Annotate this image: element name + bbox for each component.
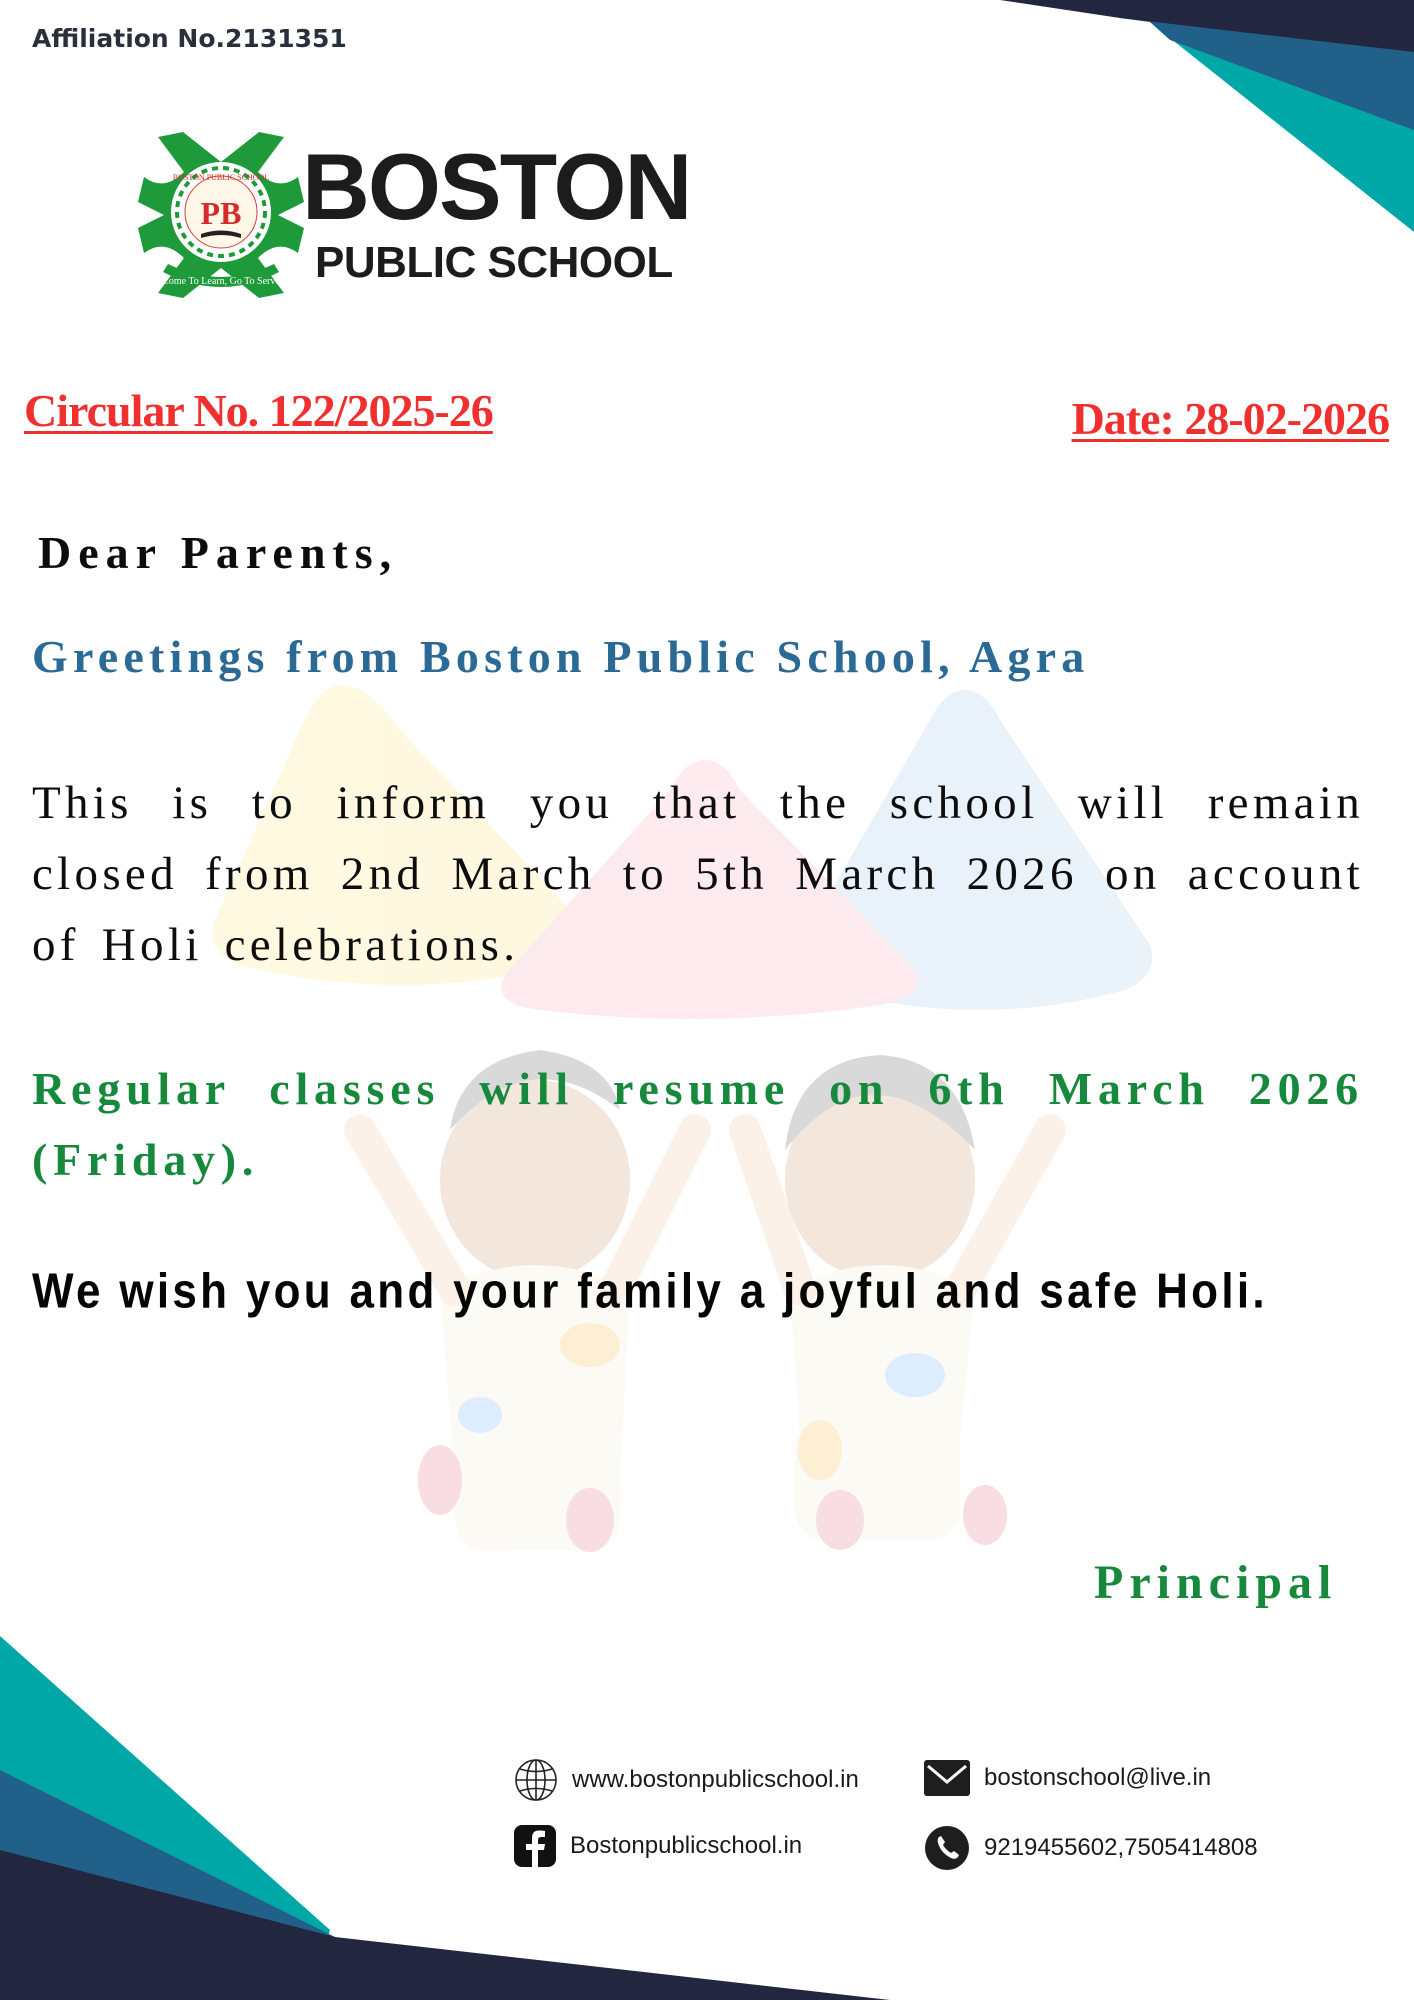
circular-number: Circular No. 122/2025-26 (24, 385, 493, 436)
logo-monogram: PB (200, 195, 242, 231)
email-text[interactable]: bostonschool@live.in (984, 1764, 1212, 1791)
facebook-text[interactable]: Bostonpublicschool.in (570, 1832, 803, 1859)
facebook-icon (514, 1825, 556, 1867)
phone-contact[interactable] (924, 1825, 1258, 1871)
logo-emblem-icon (138, 132, 304, 298)
affiliation-number: Affiliation No.2131351 (32, 24, 347, 53)
school-subtitle: PUBLIC SCHOOL (315, 238, 673, 287)
logo-ring-text: BOSTON PUBLIC SCHOOL (172, 173, 270, 182)
school-logo-emblem (138, 132, 304, 298)
circular-date: Date: 28-02-2026 (1071, 393, 1389, 444)
greeting-line: Greetings from Boston Public School, Agra (32, 631, 1090, 682)
website-text[interactable]: www.bostonpublicschool.in (572, 1766, 859, 1793)
holi-wishes: We wish you and your family a joyful and safe Holi. (32, 1264, 1268, 1319)
globe-icon (514, 1758, 558, 1802)
closure-notice: This is to inform you that the school will remain closed from 2nd March to 5th March 2026 on account of Holi celebrations. (32, 777, 1364, 971)
signatory: Principal (1094, 1556, 1338, 1609)
school-name: BOSTON (302, 134, 691, 239)
facebook-contact[interactable] (514, 1825, 802, 1867)
phone-text[interactable]: 9219455602,7505414808 (984, 1834, 1258, 1861)
mail-icon (924, 1758, 970, 1798)
logo-motto: Come To Learn, Go To Serve (162, 276, 280, 287)
phone-icon (924, 1825, 970, 1871)
salutation: Dear Parents, (38, 527, 399, 578)
website-contact[interactable] (514, 1758, 859, 1802)
resume-notice: Regular classes will resume on 6th March 2026 (Friday). (32, 1063, 1364, 1185)
email-contact[interactable] (924, 1758, 1211, 1798)
